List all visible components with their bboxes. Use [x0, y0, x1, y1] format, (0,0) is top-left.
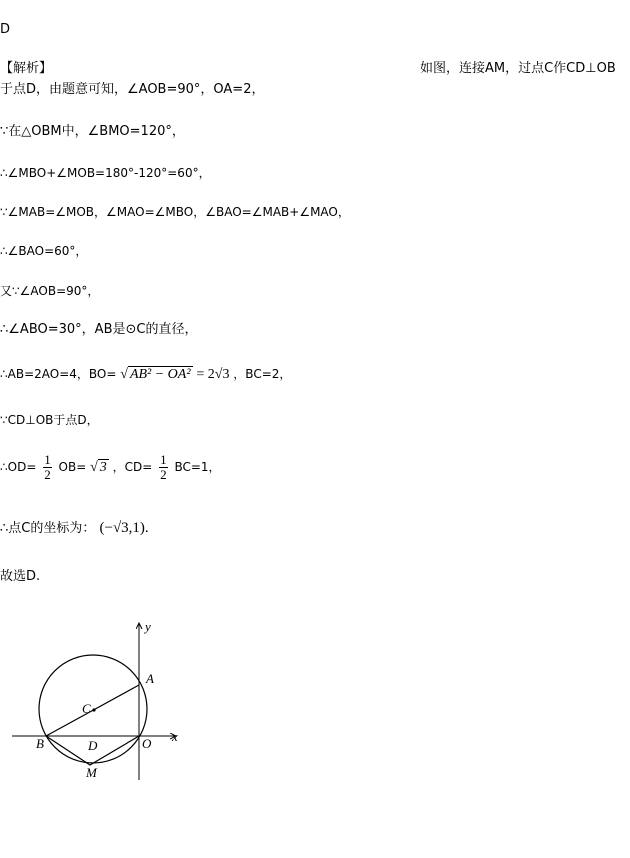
line-7: ∴∠ABO=30°，AB是⊙C的直径， — [0, 322, 198, 337]
line-3: ∴∠MBO+∠MOB=180°-120°=60°， — [0, 166, 211, 180]
line-10-mid: OB= — [58, 460, 87, 474]
line-2: ∵在△OBM中，∠BMO=120°， — [0, 124, 185, 139]
fraction-half-2: $\frac{1}{2}$ — [160, 452, 167, 482]
radicand: AB² − OA² — [129, 367, 191, 382]
line-1: 于点D，由题意可知，∠AOB=90°，OA=2， — [0, 82, 265, 97]
line-11-prefix: ∴点C的坐标为： — [0, 521, 96, 536]
label-b: B — [36, 736, 44, 751]
line-8 — [0, 366, 291, 383]
label-c: C — [82, 701, 91, 716]
line-8-result: = 2√3 — [196, 367, 230, 382]
line-10-suffix: BC=1， — [174, 460, 221, 474]
sqrt-3: √ 3 — [90, 460, 107, 475]
line-10-mid2: ，CD= — [112, 460, 153, 474]
answer-letter: D — [0, 22, 11, 37]
line-6: 又∵∠AOB=90°， — [0, 284, 100, 298]
line-5: ∴∠BAO=60°， — [0, 244, 88, 258]
sqrt-expression: √ AB² − OA² — [120, 367, 191, 382]
label-m: M — [86, 765, 97, 780]
label-y: y — [145, 619, 151, 634]
label-x: x — [172, 729, 178, 744]
label-d: D — [88, 738, 98, 753]
line-12: 故选D. — [0, 569, 41, 584]
line-10 — [0, 453, 221, 482]
line-4: ∵∠MAB=∠MOB，∠MAO=∠MBO，∠BAO=∠MAB+∠MAO， — [0, 205, 350, 219]
label-a: A — [146, 671, 154, 686]
line-8-suffix: ，BC=2， — [233, 367, 292, 381]
center-point — [92, 708, 95, 711]
fraction-half-1: $\frac{1}{2}$ — [44, 452, 51, 482]
analysis-intro: 如图，连接AM，过点C作CD⊥OB — [420, 61, 616, 76]
label-o: O — [142, 736, 152, 751]
geometry-figure — [0, 615, 200, 785]
line-10-prefix: ∴OD= — [0, 460, 37, 474]
line-8-prefix: ∴AB=2AO=4，BO= — [0, 367, 117, 381]
line-9: ∵CD⊥OB于点D， — [0, 413, 99, 427]
coordinate-value: (−√3,1). — [99, 520, 149, 536]
line-11 — [0, 520, 149, 537]
analysis-label: 【解析】 — [0, 61, 53, 76]
